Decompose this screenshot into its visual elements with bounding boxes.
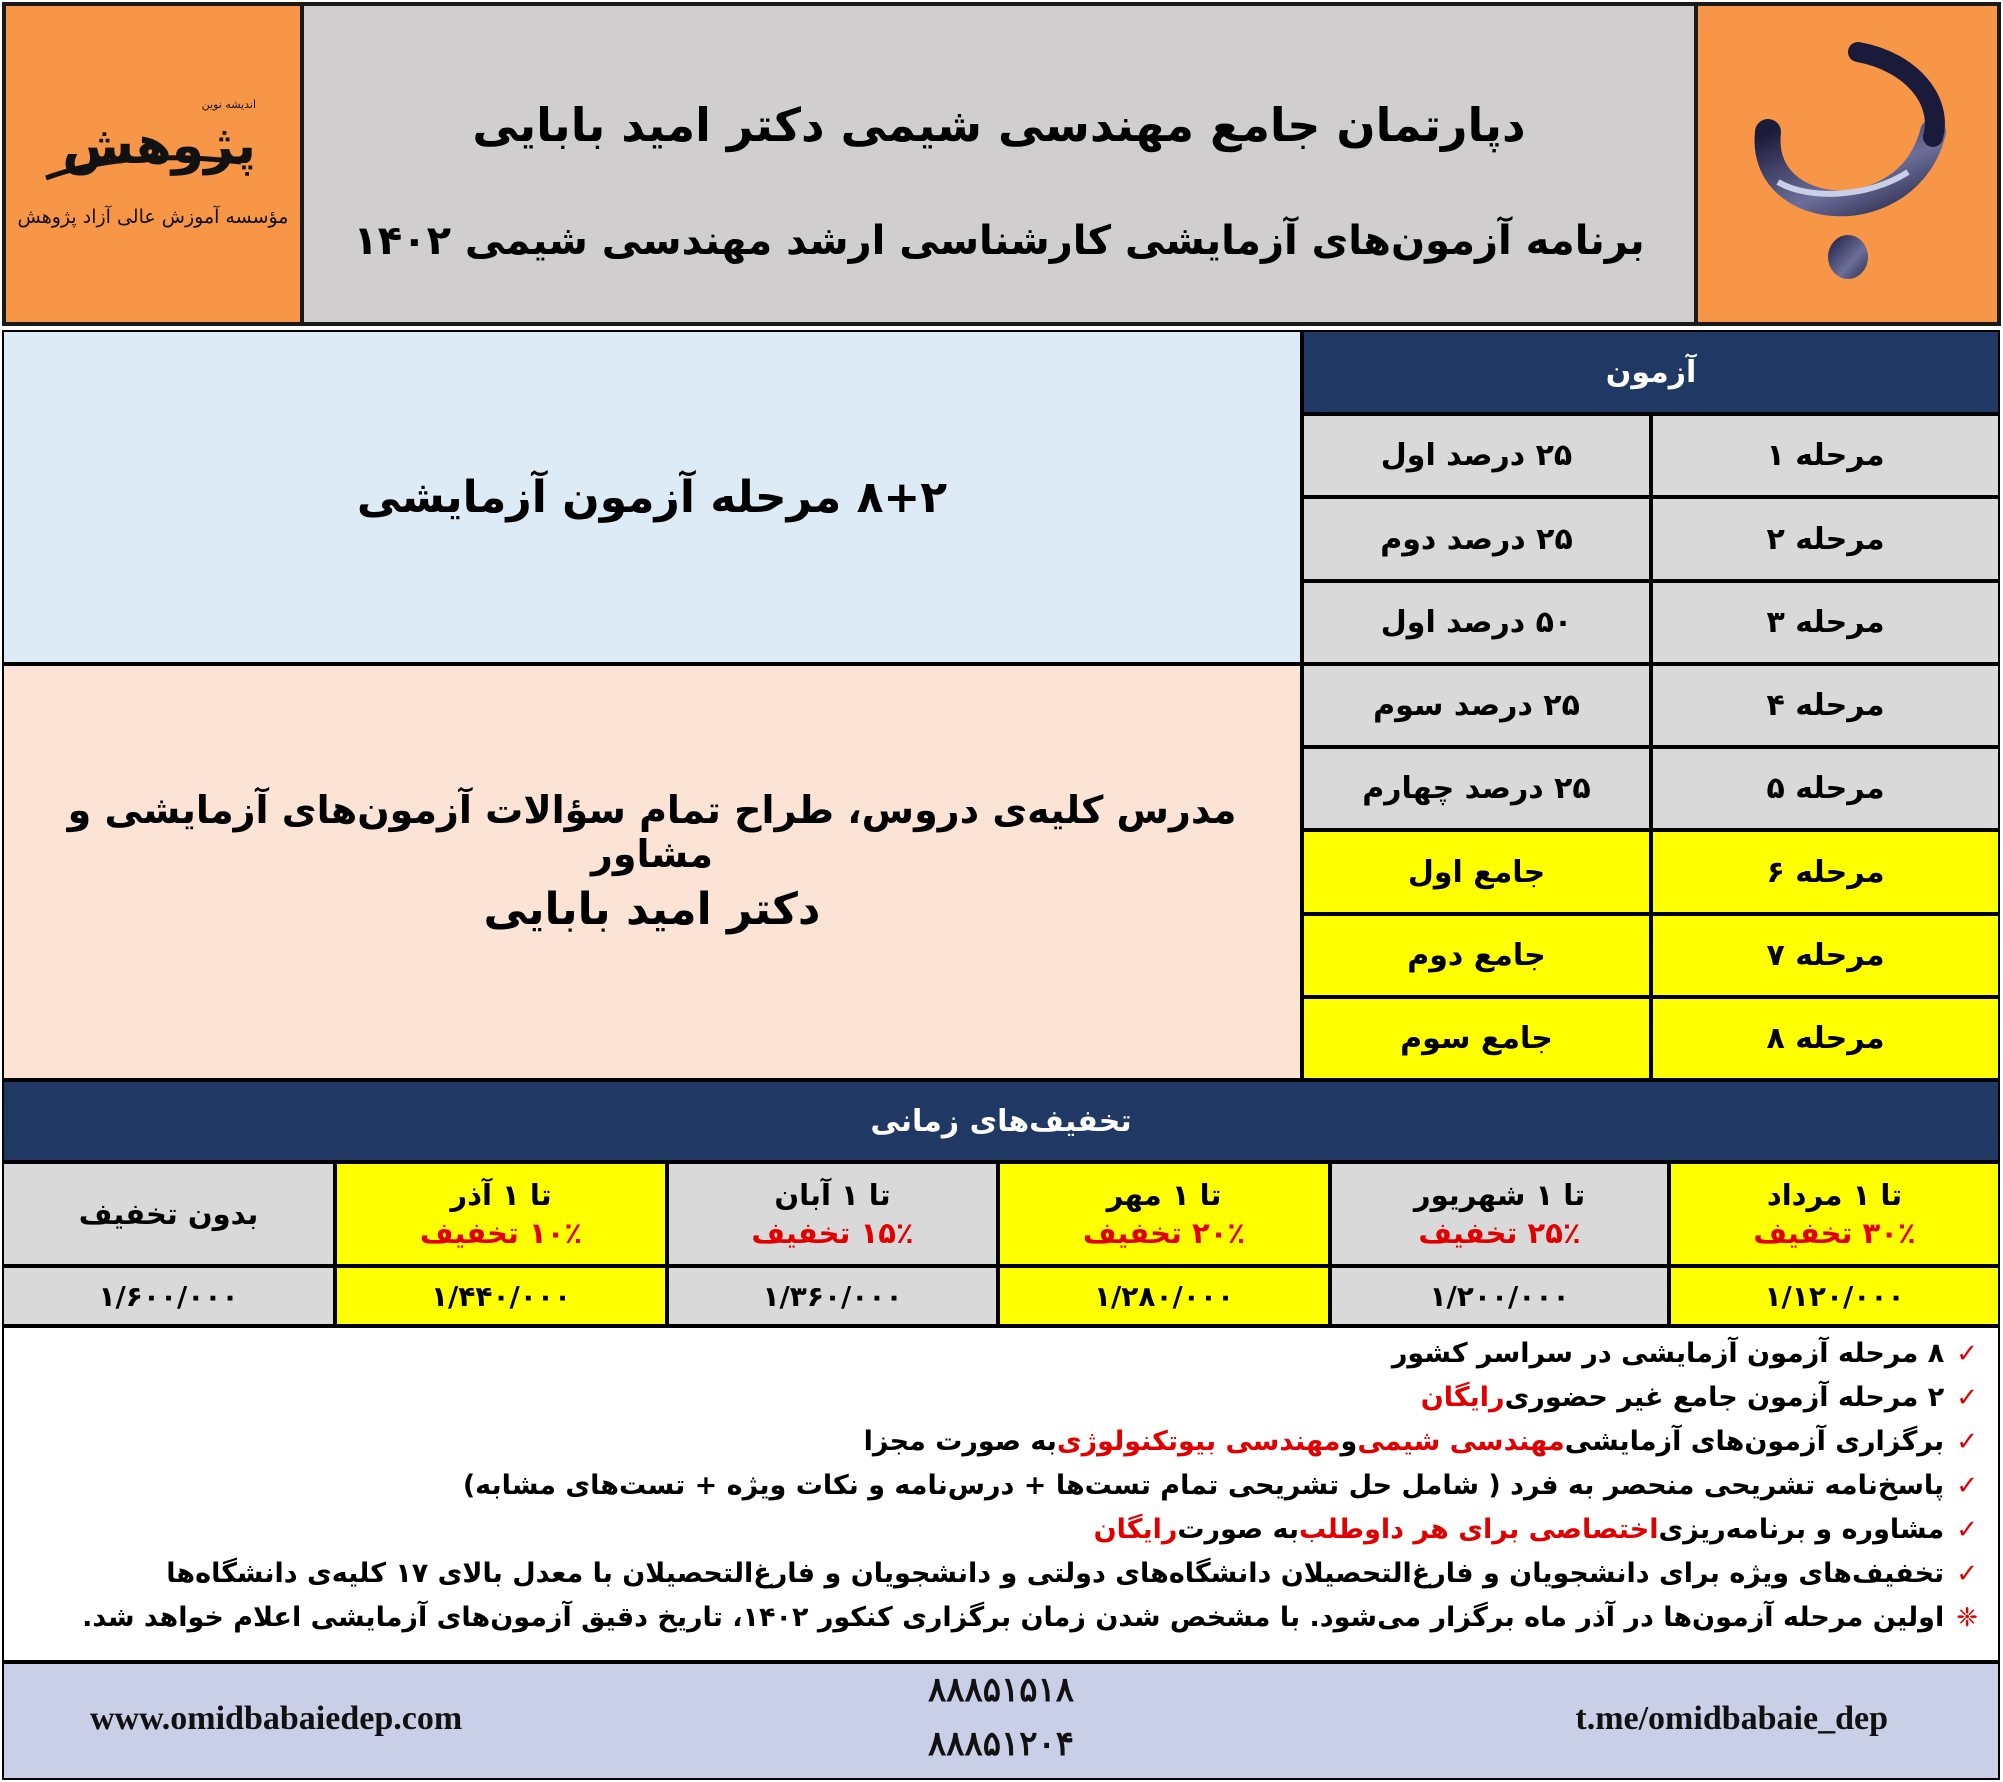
- exam-content-cell: ۵۰ درصد اول: [1302, 581, 1651, 664]
- exam-content-cell: ۲۵ درصد اول: [1302, 414, 1651, 497]
- exam-stage-cell: مرحله ۶: [1651, 830, 2000, 914]
- discount-deadline: تا ۱ آذر: [450, 1178, 552, 1212]
- note-text: به صورت: [1177, 1514, 1300, 1545]
- check-icon: ✓: [1956, 1382, 1978, 1413]
- phone-number[interactable]: ۸۸۸۵۱۵۱۸: [927, 1672, 1075, 1709]
- discount-percent: ۲۵٪ تخفیف: [1418, 1216, 1581, 1250]
- exam-stage-cell: مرحله ۱: [1651, 414, 2000, 497]
- discount-period-cell: [335, 1162, 667, 1266]
- headline-panel: [2, 330, 1302, 664]
- discount-percent: ۳۰٪ تخفیف: [1753, 1216, 1916, 1250]
- notes-box: [2, 1326, 2000, 1662]
- discount-period-cell: [2, 1162, 335, 1266]
- exam-content-cell: جامع دوم: [1302, 914, 1651, 997]
- note-item: [166, 1558, 1978, 1589]
- check-icon: ✓: [1956, 1514, 1978, 1545]
- note-highlight: مهندسی بیوتکنولوژی: [1056, 1426, 1341, 1457]
- discount-percent: ۱۰٪ تخفیف: [419, 1216, 583, 1250]
- exam-content-cell: ۲۵ درصد دوم: [1302, 497, 1651, 581]
- exam-content-cell: جامع سوم: [1302, 997, 1651, 1080]
- check-icon: ✓: [1956, 1338, 1978, 1369]
- exam-stage-cell: مرحله ۴: [1651, 664, 2000, 747]
- note-text: مشاوره و برنامه‌ریزی: [1658, 1514, 1945, 1545]
- discount-period-cell: [667, 1162, 998, 1266]
- note-text: و: [1340, 1426, 1358, 1457]
- price-cell: ۱/۳۶۰/۰۰۰: [667, 1266, 998, 1326]
- note-item: [1421, 1382, 1978, 1413]
- check-icon: ✓: [1956, 1470, 1978, 1501]
- note-highlight: اختصاصی برای هر داوطلب: [1299, 1514, 1659, 1545]
- check-icon: ✓: [1956, 1558, 1978, 1589]
- header-right-logo-box: [1694, 2, 2001, 326]
- discount-deadline: تا ۱ مهر: [1106, 1178, 1222, 1212]
- institute-name: مؤسسه آموزش عالی آزاد پژوهش: [17, 206, 289, 228]
- discount-period-cell: [1669, 1162, 2000, 1266]
- note-item: [864, 1426, 1978, 1457]
- headline-text: ۸+۲ مرحله آزمون آزمایشی: [356, 471, 948, 523]
- price-cell: ۱/۱۲۰/۰۰۰: [1669, 1266, 2000, 1326]
- discount-period-cell: [1330, 1162, 1669, 1266]
- discount-percent: ۲۰٪ تخفیف: [1082, 1216, 1246, 1250]
- teacher-panel: [2, 664, 1302, 1080]
- note-highlight: رایگان: [1093, 1514, 1178, 1545]
- exam-stage-cell: مرحله ۲: [1651, 497, 2000, 581]
- exam-content-cell: ۲۵ درصد سوم: [1302, 664, 1651, 747]
- discount-deadline: تا ۱ شهریور: [1413, 1178, 1586, 1212]
- footer: [2, 1662, 2000, 1780]
- exam-content-cell: ۲۵ درصد چهارم: [1302, 747, 1651, 830]
- note-text: ۲ مرحله آزمون جامع غیر حضوری: [1504, 1382, 1945, 1413]
- discount-table-title: تخفیف‌های زمانی: [2, 1080, 2000, 1162]
- price-cell: ۱/۲۸۰/۰۰۰: [998, 1266, 1330, 1326]
- note-highlight: رایگان: [1420, 1382, 1505, 1413]
- note-text: ۸ مرحله آزمون آزمایشی در سراسر کشور: [1391, 1338, 1945, 1369]
- note-text: پاسخ‌نامه تشریحی منحصر به فرد ( شامل حل تشریحی تمام تست‌ها + درس‌نامه و نکات ویژه + تست‌های مشابه): [462, 1470, 1945, 1501]
- exam-stage-cell: مرحله ۷: [1651, 914, 2000, 997]
- exam-stage-cell: مرحله ۸: [1651, 997, 2000, 1080]
- note-item: [1094, 1514, 1978, 1545]
- discount-period-cell: [998, 1162, 1330, 1266]
- website-link[interactable]: www.omidbabaiedep.com: [90, 1700, 463, 1737]
- note-highlight: مهندسی شیمی: [1357, 1426, 1565, 1457]
- exam-stage-cell: مرحله ۳: [1651, 581, 2000, 664]
- page-subtitle: برنامه آزمون‌های آزمایشی کارشناسی ارشد مهندسی شیمی ۱۴۰۲: [353, 218, 1645, 264]
- note-item: [1392, 1338, 1978, 1369]
- department-logo-icon: [1738, 32, 1958, 292]
- discount-percent: ۱۵٪ تخفیف: [751, 1216, 914, 1250]
- discount-deadline: تا ۱ مرداد: [1766, 1178, 1903, 1212]
- note-item: [463, 1470, 1978, 1501]
- discount-deadline: تا ۱ آبان: [774, 1178, 891, 1212]
- brand-name: پژوهش: [62, 116, 256, 176]
- note-item: [82, 1602, 1978, 1633]
- brand-logo: [26, 98, 286, 196]
- note-text: اولین مرحله آزمون‌ها در آذر ماه برگزار می‌شود. با مشخص شدن زمان برگزاری کنکور ۱۴۰۲، تاریخ دقیق آزمون‌های آزمایشی اعلام خواهد شد.: [82, 1602, 1945, 1633]
- price-cell: ۱/۶۰۰/۰۰۰: [2, 1266, 335, 1326]
- check-icon: ✓: [1956, 1426, 1978, 1457]
- note-text: به صورت مجزا: [863, 1426, 1057, 1457]
- brand-tagline: اندیشه نوین: [201, 98, 256, 111]
- teacher-name: دکتر امید بابایی: [483, 884, 821, 935]
- teacher-role: مدرس کلیه‌ی دروس، طراح تمام سؤالات آزمون‌های آزمایشی و مشاور: [67, 788, 1237, 876]
- header-title-box: [304, 2, 1694, 326]
- price-cell: ۱/۲۰۰/۰۰۰: [1330, 1266, 1669, 1326]
- exam-stage-cell: مرحله ۵: [1651, 747, 2000, 830]
- phone-number[interactable]: ۸۸۸۵۱۲۰۴: [927, 1726, 1075, 1763]
- page-title: دپارتمان جامع مهندسی شیمی دکتر امید بابایی: [472, 98, 1526, 152]
- note-text: برگزاری آزمون‌های آزمایشی: [1564, 1426, 1945, 1457]
- exam-table-title: آزمون: [1302, 330, 2000, 414]
- discount-deadline: بدون تخفیف: [78, 1197, 259, 1231]
- header-left-brand-box: [2, 2, 304, 326]
- telegram-link[interactable]: t.me/omidbabaie_dep: [1575, 1700, 1888, 1737]
- star-icon: ❈: [1956, 1602, 1978, 1633]
- price-cell: ۱/۴۴۰/۰۰۰: [335, 1266, 667, 1326]
- exam-content-cell: جامع اول: [1302, 830, 1651, 914]
- note-text: تخفیف‌های ویژه برای دانشجویان و فارغ‌التحصیلان دانشگاه‌های دولتی و دانشجویان و فارغ‌التحصیلان با معدل بالای ۱۷ کلیه‌ی دانشگاه‌ها: [166, 1558, 1945, 1589]
